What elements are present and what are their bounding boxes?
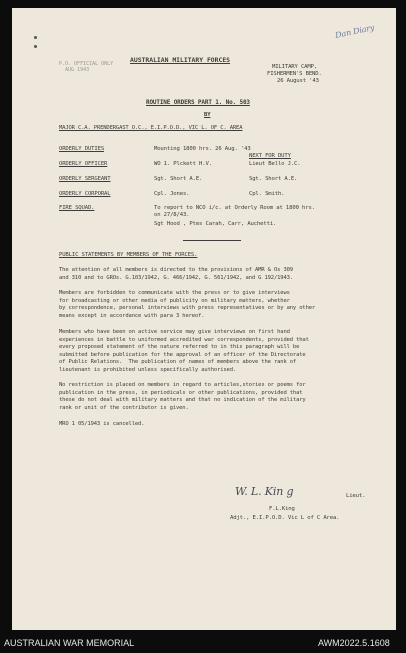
duty-current: To report to NCO i/c. at Orderly Room at 1800 hrs.: [154, 205, 315, 211]
orders-title: ROUTINE ORDERS PART 1. No. 503: [146, 99, 250, 106]
archive-id: AWM2022.5.1608: [318, 638, 390, 648]
duty-next: Sgt. Short A.E.: [249, 176, 298, 182]
divider: [183, 240, 241, 241]
received-stamp: P.O. OFFICIAL ONLY AUG 1943: [59, 61, 114, 74]
duty-role: ORDERLY SERGEANT: [59, 176, 111, 182]
handwritten-note: Dan Diary: [334, 22, 376, 41]
paragraph: The attention of all members is directed to the provisions of AMR & Os 309 and 310 and to GROs. G.103/1942, G. 466/1942, G. 561/1942, and G 192/1943.: [59, 267, 293, 281]
order-date: 26 August '43: [277, 78, 319, 84]
duty-current: Sgt. Short A.E.: [154, 176, 203, 182]
duty-role: ORDERLY OFFICER: [59, 161, 108, 167]
paragraph: No restriction is placed on members in regard to articles,stories or poems for publication in the press, in periodicals or other publications, provided that these do not deal with military matters and that no indication of the military rank or unit of the contributor is given.: [59, 382, 306, 411]
commander-line: MAJOR C.A. PRENDERGAST O.C., E.I.P.O.D., VIC L. OF C. AREA: [59, 125, 243, 131]
punch-hole: [34, 45, 37, 48]
signature-title: Adjt., E.I.P.O.D. Vic L of C Area.: [230, 515, 340, 521]
paragraph: Members who have been on active service may give interviews on first hand experiences in battle to uniformed accredited war correspondents, provided that every proposed statement of the nature referred to in this paragraph will be submitted before publication for the approval of an officer of the Directorate of Public Relations. The publication of names of members above the rank of lieutenant is prohibited unless specifically authorised.: [59, 329, 309, 373]
signature-name: F.L.King: [269, 506, 295, 512]
paragraph: Members are forbidden to communicate with the press or to give interviews for broadcasting or other media of publicity on military matters, whether by correspondence, personal interviews with press representatives or by any other means except in accordance with para 3 hereof.: [59, 290, 316, 319]
punch-hole: [34, 36, 37, 39]
duty-current: Mounting 1800 hrs. 26 Aug. '43: [154, 146, 251, 152]
next-for-duty-label: NEXT FOR DUTY: [249, 153, 291, 159]
duty-role: ORDERLY CORPORAL: [59, 191, 111, 197]
force-title: AUSTRALIAN MILITARY FORCES: [130, 56, 231, 64]
place-line-2: FISHERMEN'S BEND.: [267, 71, 322, 77]
paragraph: MRO 1 05/1943 is cancelled.: [59, 421, 145, 427]
duty-current: WO 1. Plckett H.V.: [154, 161, 212, 167]
handwritten-signature: W. L. Kin g: [235, 485, 294, 498]
archive-label: AUSTRALIAN WAR MEMORIAL: [4, 638, 135, 648]
document-page: [12, 8, 396, 630]
by-label: BY: [204, 112, 211, 118]
duty-role: ORDERLY DUTIES: [59, 146, 105, 152]
duty-current: Cpl. Jones.: [154, 191, 190, 197]
duty-next: Lieut Bello J.C.: [249, 161, 301, 167]
duty-next: Cpl. Smith.: [249, 191, 285, 197]
duty-role: FIRE SQUAD.: [59, 205, 95, 211]
fire-squad-members: Sgt Hood , Ptes Carah, Carr, Auchetti.: [154, 221, 277, 227]
place-line-1: MILITARY CAMP,: [272, 64, 318, 70]
signature-rank: Lieut.: [346, 493, 366, 499]
section-heading: PUBLIC STATEMENTS BY MEMBERS OF THE FORCES.: [59, 252, 198, 258]
duty-current-continued: on 27/8/43.: [154, 212, 190, 218]
